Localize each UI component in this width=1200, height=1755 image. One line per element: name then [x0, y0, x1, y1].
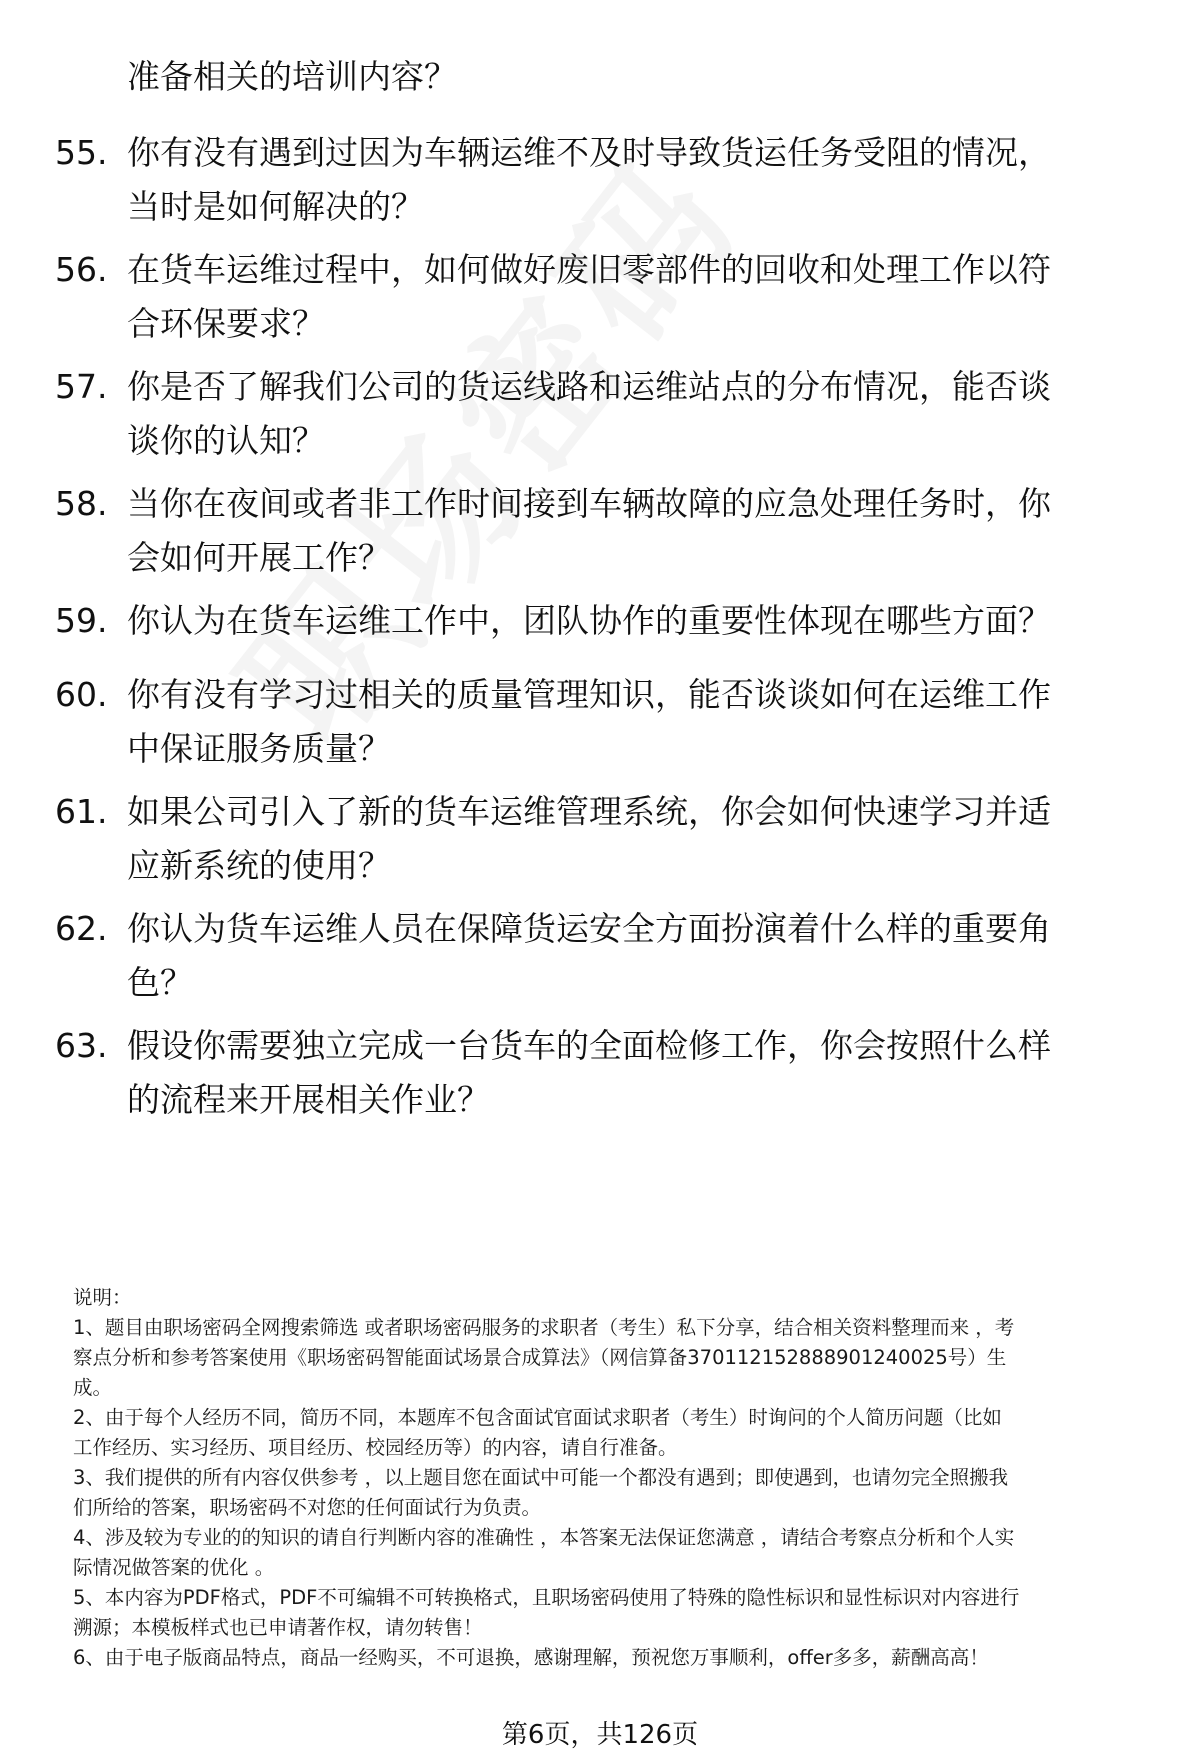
notes-line: 6、由于电子版商品特点，商品一经购买，不可退换，感谢理解，预祝您万事顺利，offer多多，薪酬高高！	[73, 1646, 989, 1669]
question-text-line: 你是否了解我们公司的货运线路和运维站点的分布情况，能否谈	[127, 367, 1051, 406]
question-number: 57.	[55, 367, 108, 406]
question-text-line: 色？	[127, 963, 193, 1002]
notes-line: 际情况做答案的优化 。	[73, 1556, 275, 1579]
question-text-line: 应新系统的使用？	[127, 846, 391, 885]
notes-title: 说明：	[73, 1286, 132, 1309]
question-text-line: 你有没有学习过相关的质量管理知识，能否谈谈如何在运维工作	[127, 675, 1051, 714]
question-text-line: 在货车运维过程中，如何做好废旧零部件的回收和处理工作以符	[127, 250, 1051, 289]
question-text-line: 你认为在货车运维工作中，团队协作的重要性体现在哪些方面？	[127, 601, 1051, 640]
notes-line: 1、题目由职场密码全网搜索筛选 或者职场密码服务的求职者（考生）私下分享，结合相关资料整理而来 ，考	[73, 1316, 1015, 1339]
question-text-line: 合环保要求？	[127, 304, 325, 343]
question-text-line: 你认为货车运维人员在保障货运安全方面扮演着什么样的重要角	[127, 909, 1051, 948]
notes-line: 成。	[73, 1376, 113, 1399]
question-text-line: 假设你需要独立完成一台货车的全面检修工作，你会按照什么样	[127, 1026, 1051, 1065]
question-number: 63.	[55, 1026, 108, 1065]
page-footer: 第6页，共126页	[501, 1720, 699, 1750]
notes-line: 工作经历、实习经历、项目经历、校园经历等）的内容，请自行准备。	[73, 1436, 678, 1459]
notes-line: 溯源；本模板样式也已申请著作权，请勿转售！	[73, 1616, 483, 1639]
question-text-line: 如果公司引入了新的货车运维管理系统，你会如何快速学习并适	[127, 792, 1051, 831]
question-number: 60.	[55, 675, 108, 714]
question-number: 59.	[55, 601, 108, 640]
question-text-line: 会如何开展工作？	[127, 538, 391, 577]
question-text-line: 当时是如何解决的？	[127, 187, 424, 226]
notes-section	[73, 1283, 1153, 1673]
question-text-line: 的流程来开展相关作业？	[127, 1080, 490, 1119]
notes-line: 们所给的答案，职场密码不对您的任何面试行为负责。	[73, 1496, 542, 1519]
notes-line: 察点分析和参考答案使用《职场密码智能面试场景合成算法》（网信算备370112152888901240025号）生	[73, 1346, 1007, 1369]
notes-line: 5、本内容为PDF格式，PDF不可编辑不可转换格式，且职场密码使用了特殊的隐性标识和显性标识对内容进行	[73, 1586, 1020, 1609]
question-text-line: 中保证服务质量？	[127, 729, 391, 768]
notes-line: 4、涉及较为专业的的知识的请自行判断内容的准确性 ，本答案无法保证您满意 ，请结合考察点分析和个人实	[73, 1526, 1015, 1549]
question-number: 55.	[55, 133, 108, 172]
question-number: 56.	[55, 250, 108, 289]
notes-line: 2、由于每个人经历不同，简历不同，本题库不包含面试官面试求职者（考生）时询问的个人简历问题（比如	[73, 1406, 1002, 1429]
question-text-line: 你有没有遇到过因为车辆运维不及时导致货运任务受阻的情况，	[127, 133, 1051, 172]
question-text-line: 当你在夜间或者非工作时间接到车辆故障的应急处理任务时，你	[127, 484, 1051, 523]
notes-line: 3、我们提供的所有内容仅供参考 ，以上题目您在面试中可能一个都没有遇到；即使遇到，也请勿完全照搬我	[73, 1466, 1009, 1489]
question-number: 62.	[55, 909, 108, 948]
question-number: 58.	[55, 484, 108, 523]
question-text-line: 谈你的认知？	[127, 421, 325, 460]
question-text-line: 准备相关的培训内容？	[127, 57, 457, 96]
question-number: 61.	[55, 792, 108, 831]
